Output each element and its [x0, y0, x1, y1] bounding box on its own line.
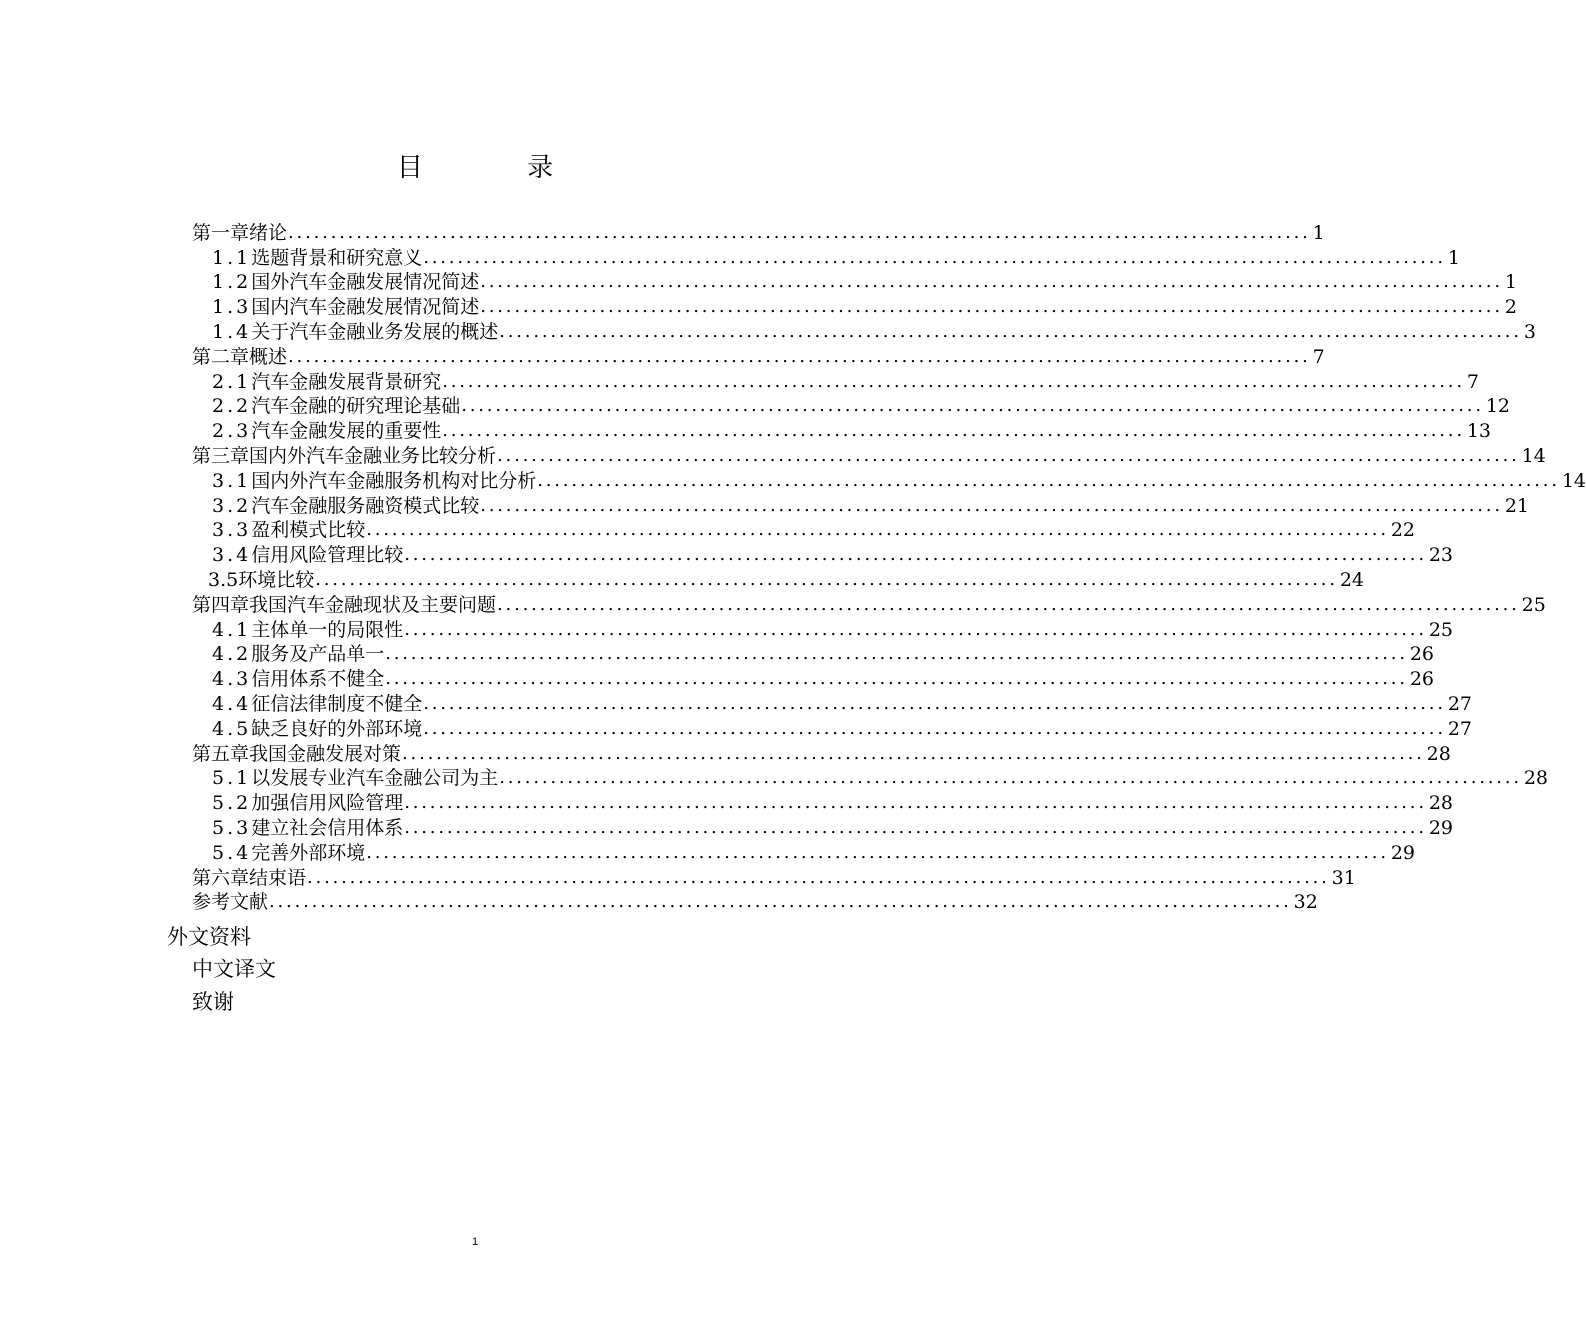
toc-chapter-row	[192, 443, 1546, 468]
toc-entry-title: 汽车金融服务融资模式比较	[251, 494, 480, 517]
toc-section-row	[212, 468, 1586, 493]
toc-entry-number: 3.3	[212, 519, 252, 542]
toc-entry-number: 第六章	[192, 866, 250, 889]
toc-entry-title: 汽车金融的研究理论基础	[251, 395, 461, 418]
toc-entry-title: 盈利模式比较	[251, 519, 366, 542]
toc-entry-number: 4.4	[212, 692, 252, 715]
toc-dot-leader: ........................................................................................................................	[423, 717, 1446, 739]
toc-page-number: 23	[1428, 544, 1454, 567]
toc-entry-number: 第一章	[192, 221, 250, 244]
toc-entry-title: 缺乏良好的外部环境	[251, 717, 423, 740]
toc-section-row	[212, 418, 1492, 443]
page-title: 目 录	[396, 153, 602, 183]
toc-entry-number: 5.2	[212, 792, 252, 815]
toc-entry-title: 国内外汽车金融业务比较分析	[249, 444, 497, 467]
toc-dot-leader: ........................................................................................................................	[385, 668, 1408, 690]
toc-section-row	[212, 666, 1435, 691]
toc-entry-number: 1.1	[212, 246, 252, 269]
toc-page-number: 25	[1428, 618, 1454, 641]
toc-entry-title: 完善外部环境	[251, 841, 366, 864]
toc-entry-title: 加强信用风险管理	[251, 792, 404, 815]
toc-entry-number: 5.4	[212, 841, 252, 864]
foreign-material-heading: 外文资料	[167, 925, 251, 949]
toc-chapter-row	[192, 865, 1356, 890]
toc-chapter-row	[192, 220, 1325, 245]
toc-dot-leader: ........................................................................................................................	[442, 420, 1465, 442]
toc-page-number: 14	[1561, 469, 1586, 492]
toc-page-number: 29	[1390, 841, 1416, 864]
toc-entry-number: 3.2	[212, 494, 252, 517]
toc-page-number: 13	[1466, 420, 1492, 443]
toc-dot-leader: ........................................................................................................................	[402, 742, 1425, 764]
toc-entry-number: 1.3	[212, 296, 252, 319]
toc-chapter-row	[192, 890, 1318, 915]
toc-page-number: 1	[1312, 221, 1325, 244]
toc-chapter-row	[192, 344, 1325, 369]
toc-page-number: 31	[1331, 866, 1356, 889]
toc-page-number: 28	[1428, 792, 1454, 815]
toc-page-number: 28	[1426, 742, 1451, 765]
toc-entry-number: 3.1	[212, 469, 252, 492]
toc-section-row	[212, 766, 1549, 791]
toc-page-number: 1	[1504, 271, 1517, 294]
chinese-translation-heading: 中文译文	[192, 957, 276, 981]
toc-dot-leader: ........................................................................................................................	[461, 395, 1484, 417]
toc-dot-leader: ........................................................................................................................	[497, 444, 1520, 466]
toc-page-number: 26	[1409, 668, 1435, 691]
toc-section-row	[212, 815, 1454, 840]
toc-dot-leader: ........................................................................................................................	[480, 271, 1503, 293]
toc-entry-title: 服务及产品单一	[251, 643, 385, 666]
toc-entry-title: 结束语	[249, 866, 307, 889]
toc-dot-leader: ........................................................................................................................	[366, 519, 1389, 541]
toc-entry-title: 信用风险管理比较	[251, 544, 404, 567]
toc-page-number: 24	[1339, 568, 1365, 591]
toc-entry-title: 国内汽车金融发展情况简述	[251, 296, 480, 319]
toc-entry-number: 2.1	[212, 370, 252, 393]
toc-entry-title: 绪论	[249, 221, 288, 244]
toc-dot-leader: ........................................................................................................................	[307, 866, 1330, 888]
toc-page-number: 28	[1523, 767, 1549, 790]
toc-section-row	[212, 840, 1416, 865]
toc-entry-title: 参考文献	[192, 891, 269, 914]
toc-page-number: 32	[1293, 891, 1318, 914]
toc-entry-title: 我国汽车金融现状及主要问题	[249, 593, 497, 616]
toc-dot-leader: ........................................................................................................................	[497, 593, 1520, 615]
toc-page-number: 25	[1521, 593, 1546, 616]
toc-entry-title: 征信法律制度不健全	[251, 692, 423, 715]
toc-entry-number: 1.4	[212, 320, 252, 343]
toc-page-number: 27	[1447, 692, 1473, 715]
toc-section-row	[212, 245, 1460, 270]
toc-entry-title: 选题背景和研究意义	[251, 246, 423, 269]
toc-dot-leader: ........................................................................................................................	[404, 618, 1427, 640]
toc-entry-number: 第四章	[192, 593, 250, 616]
toc-entry-number: 3.4	[212, 544, 252, 567]
toc-chapter-row	[192, 592, 1546, 617]
toc-entry-number: 3.5	[208, 568, 239, 591]
toc-dot-leader: ........................................................................................................................	[423, 246, 1446, 268]
toc-section-row	[212, 493, 1530, 518]
toc-page-number: 2	[1504, 296, 1517, 319]
toc-section-row	[212, 270, 1517, 295]
toc-entry-title: 国外汽车金融发展情况简述	[251, 271, 480, 294]
toc-entry-number: 第五章	[192, 742, 250, 765]
toc-entry-title: 我国金融发展对策	[249, 742, 402, 765]
toc-section-row	[212, 294, 1517, 319]
toc-page-number: 26	[1409, 643, 1435, 666]
toc-entry-number: 5.3	[212, 816, 252, 839]
toc-page-number: 22	[1390, 519, 1416, 542]
toc-section-row	[212, 518, 1416, 543]
toc-entry-number: 5.1	[212, 767, 252, 790]
toc-entry-title: 信用体系不健全	[251, 668, 385, 691]
toc-entry-number: 4.2	[212, 643, 252, 666]
toc-dot-leader: ........................................................................................................................	[288, 221, 1311, 243]
toc-dot-leader: ........................................................................................................................	[480, 494, 1503, 516]
toc-entry-title: 以发展专业汽车金融公司为主	[251, 767, 499, 790]
toc-page-number: 12	[1485, 395, 1511, 418]
page-number: 1	[471, 1236, 479, 1248]
toc-dot-leader: ........................................................................................................................	[537, 469, 1560, 491]
toc-entry-title: 关于汽车金融业务发展的概述	[251, 320, 499, 343]
toc-entry-title: 主体单一的局限性	[251, 618, 404, 641]
toc-dot-leader: ........................................................................................................................	[423, 692, 1446, 714]
toc-section-row	[212, 790, 1454, 815]
toc-entry-number: 第二章	[192, 345, 250, 368]
toc-dot-leader: ........................................................................................................................	[499, 320, 1522, 342]
toc-dot-leader: ........................................................................................................................	[385, 643, 1408, 665]
toc-page-number: 7	[1466, 370, 1479, 393]
toc-section-row	[212, 642, 1435, 667]
toc-dot-leader: ........................................................................................................................	[480, 296, 1503, 318]
toc-dot-leader: ........................................................................................................................	[315, 568, 1338, 590]
toc-dot-leader: ........................................................................................................................	[404, 792, 1427, 814]
toc-entry-number: 4.1	[212, 618, 252, 641]
toc-section-row	[212, 716, 1473, 741]
toc-section-row	[212, 319, 1536, 344]
toc-section-row	[212, 617, 1454, 642]
acknowledgement-heading: 致谢	[192, 990, 234, 1014]
toc-dot-leader: ........................................................................................................................	[499, 767, 1522, 789]
toc-entry-title: 汽车金融发展的重要性	[251, 420, 442, 443]
toc-dot-leader: ........................................................................................................................	[404, 816, 1427, 838]
toc-entry-title: 环境比较	[238, 568, 315, 591]
toc-section-row	[212, 542, 1454, 567]
toc-section-row	[208, 567, 1365, 592]
toc-dot-leader: ........................................................................................................................	[288, 345, 1311, 367]
toc-dot-leader: ........................................................................................................................	[269, 891, 1292, 913]
toc-entry-title: 概述	[249, 345, 288, 368]
toc-section-row	[212, 394, 1511, 419]
toc-entry-title: 汽车金融发展背景研究	[251, 370, 442, 393]
toc-page-number: 1	[1447, 246, 1460, 269]
toc-dot-leader: ........................................................................................................................	[366, 841, 1389, 863]
toc-dot-leader: ........................................................................................................................	[404, 544, 1427, 566]
toc-page-number: 7	[1312, 345, 1325, 368]
toc-entry-number: 2.2	[212, 395, 252, 418]
toc-chapter-row	[192, 741, 1451, 766]
toc-dot-leader: ........................................................................................................................	[442, 370, 1465, 392]
toc-entry-title: 建立社会信用体系	[251, 816, 404, 839]
toc-entry-number: 第三章	[192, 444, 250, 467]
toc-page-number: 3	[1523, 320, 1536, 343]
toc-entry-title: 国内外汽车金融服务机构对比分析	[251, 469, 537, 492]
toc-page-number: 27	[1447, 717, 1473, 740]
toc-entry-number: 4.3	[212, 668, 252, 691]
toc-entry-number: 4.5	[212, 717, 252, 740]
toc-page-number: 29	[1428, 816, 1454, 839]
toc-page-number: 21	[1504, 494, 1530, 517]
toc-section-row	[212, 691, 1473, 716]
toc-page-number: 14	[1521, 444, 1546, 467]
toc-entry-number: 1.2	[212, 271, 252, 294]
toc-section-row	[212, 369, 1479, 394]
toc-entry-number: 2.3	[212, 420, 252, 443]
